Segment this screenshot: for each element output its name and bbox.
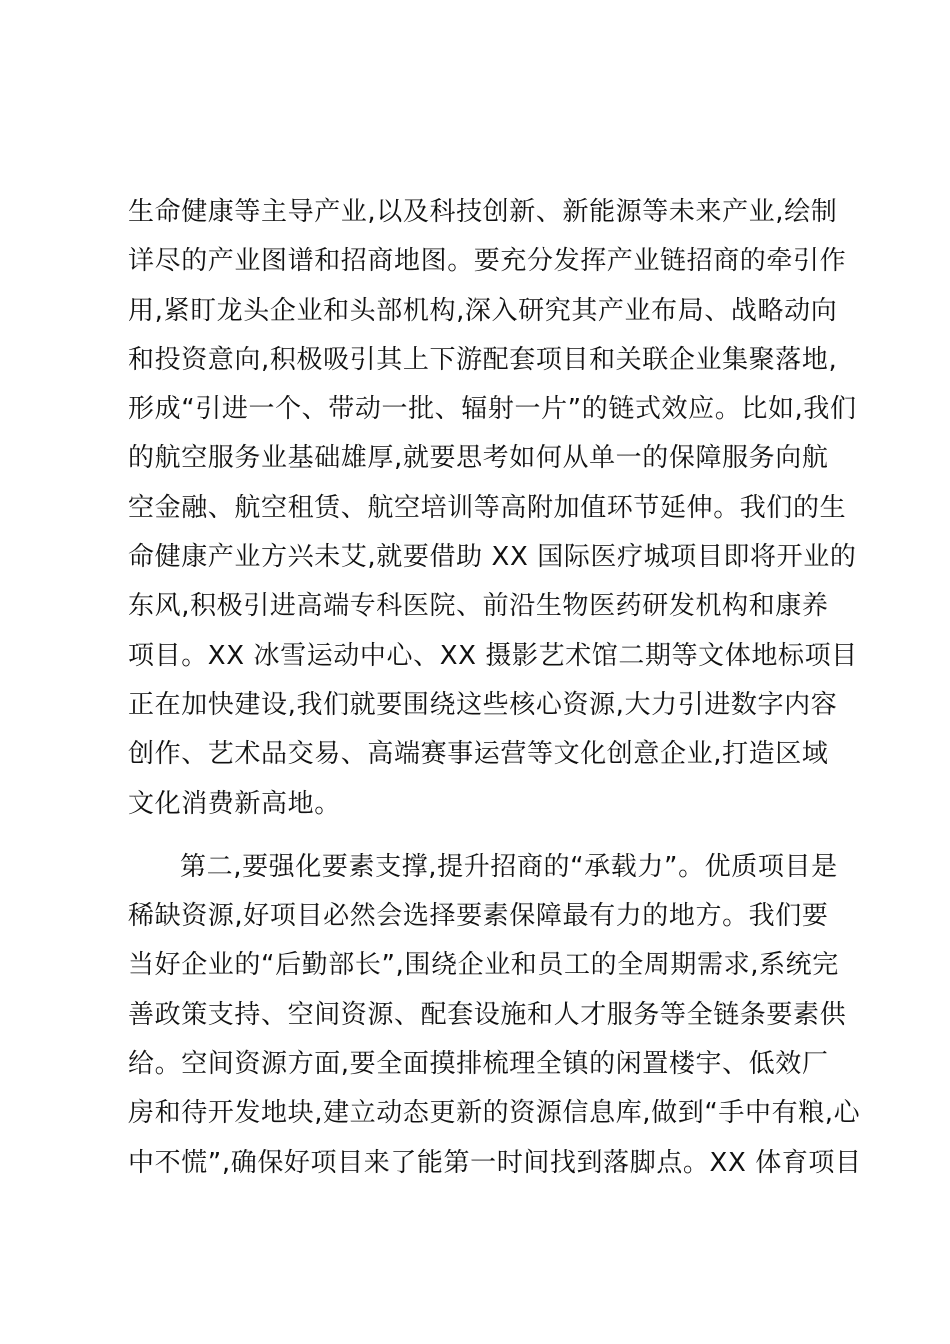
text-line: 的航空服务业基础雄厚,就要思考如何从单一的保障服务向航 <box>128 443 829 474</box>
text-line: 当好企业的“后勤部长”,围绕企业和员工的全周期需求,系统完 <box>128 950 839 981</box>
text-line: 房和待开发地块,建立动态更新的资源信息库,做到“手中有粮,心 <box>128 1098 861 1129</box>
text-line: 命健康产业方兴未艾,就要借助 XX 国际医疗城项目即将开业的 <box>128 542 857 573</box>
text-line: 正在加快建设,我们就要围绕这些核心资源,大力引进数字内容 <box>128 689 838 720</box>
text-line: 文化消费新高地。 <box>128 788 341 819</box>
text-line: 详尽的产业图谱和招商地图。要充分发挥产业链招商的牵引作 <box>128 246 847 277</box>
text-line: 创作、艺术品交易、高端赛事运营等文化创意企业,打造区域 <box>128 739 829 770</box>
text-line: 给。空间资源方面,要全面摸排梳理全镇的闲置楼宇、低效厂 <box>128 1049 829 1080</box>
paragraph-2 <box>128 843 862 1188</box>
text-line: 善政策支持、空间资源、配套设施和人才服务等全链条要素供 <box>128 999 847 1030</box>
text-line: 生命健康等主导产业,以及科技创新、新能源等未来产业,绘制 <box>128 197 838 227</box>
text-line-indented: 第二,要强化要素支撑,提升招商的“承载力”。优质项目是 <box>180 851 838 882</box>
text-line: 用,紧盯龙头企业和头部机构,深入研究其产业布局、战略动向 <box>128 295 838 326</box>
text-line: 稀缺资源,好项目必然会选择要素保障最有力的地方。我们要 <box>128 901 829 932</box>
paragraph-1 <box>128 188 858 829</box>
document-body <box>128 188 862 1188</box>
text-line: 东风,积极引进高端专科医院、前沿生物医药研发机构和康养 <box>128 591 829 622</box>
text-line: 空金融、航空租赁、航空培训等高附加值环节延伸。我们的生 <box>128 492 847 523</box>
text-line: 项目。XX 冰雪运动中心、XX 摄影艺术馆二期等文体地标项目 <box>128 640 858 671</box>
text-line: 形成“引进一个、带动一批、辐射一片”的链式效应。比如,我们 <box>128 394 857 425</box>
text-line: 和投资意向,积极吸引其上下游配套项目和关联企业集聚落地, <box>128 344 838 375</box>
text-line: 中不慌”,确保好项目来了能第一时间找到落脚点。XX 体育项目 <box>128 1147 862 1178</box>
